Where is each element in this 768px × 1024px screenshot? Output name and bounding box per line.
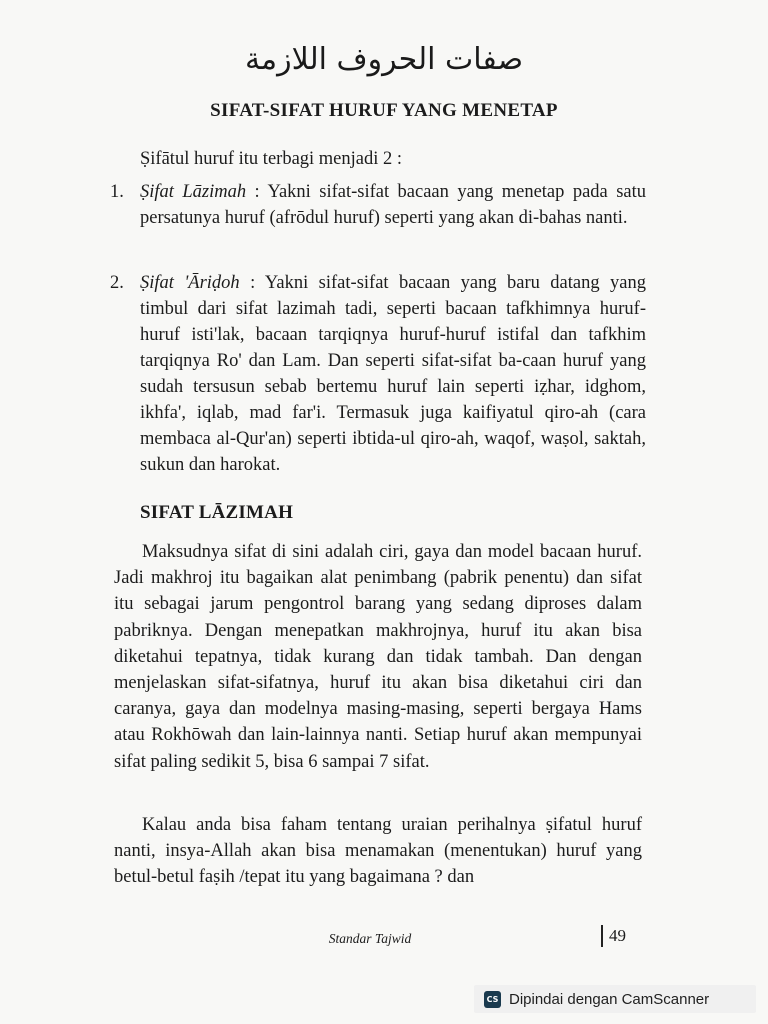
list-number: 2. xyxy=(110,273,124,293)
section-title: SIFAT LĀZIMAH xyxy=(140,502,294,523)
list-term: Ṣifat 'Āriḍoh xyxy=(140,273,240,293)
camscanner-logo-icon: CS xyxy=(484,991,501,1008)
paragraph: Maksudnya sifat di sini adalah ciri, gaya dan model bacaan huruf. Jadi makhroj itu bagaikan alat penimbang (pabrik penentu) dan sifat itu sebagai jarum pengontrol barang yang sedang diproses dalam pabriknya. Dengan menepatkan makhrojnya, huruf itu akan bisa diketahui tepatnya, tidak kurang dan tidak tambah. Dan dengan menjelaskan sifat-sifatnya, huruf itu akan bisa diketahui ciri dan caranya, gaya dan modelnya masing-masing, seperti bergaya Hams atau Rokhōwah dan lain-lainnya nanti. Setiap huruf akan mempunyai sifat paling sedikit 5, bisa 6 sampai 7 sifat. xyxy=(114,542,642,772)
camscanner-watermark xyxy=(474,985,756,1013)
arabic-title: صفات الحروف اللازمة xyxy=(244,42,524,77)
footer-book-title: Standar Tajwid xyxy=(328,931,412,946)
paragraph: Kalau anda bisa faham tentang uraian perihalnya ṣifatul huruf nanti, insya-Allah akan bisa menamakan (menentukan) huruf yang betul-betul faṣih /tepat itu yang bagaimana ? dan xyxy=(114,815,642,888)
page-number: 49 xyxy=(601,925,626,947)
list-term: Ṣifat Lāzimah xyxy=(140,182,247,202)
page-title: SIFAT-SIFAT HURUF YANG MENETAP xyxy=(210,100,558,121)
list-text: : Yakni sifat-sifat bacaan yang menetap pada satu persatunya huruf (afrōdul huruf) seperti yang akan di-bahas nanti. xyxy=(140,182,646,228)
list-number: 1. xyxy=(110,182,124,202)
list-body xyxy=(140,179,646,231)
list-text: : Yakni sifat-sifat bacaan yang baru datang yang timbul dari sifat lazimah tadi, seperti bacaan tafkhimnya huruf-huruf isti'lak, bacaan tarqiqnya huruf-huruf istifal dan tafkhim tarqiqnya Ro' dan Lam. Dan seperti sifat-sifat ba-caan huruf yang sudah tersusun sebab bertemu huruf lain seperti iẓhar, idghom, ikhfa', iqlab, mad far'i. Termasuk juga kaifiyatul qiro-ah (cara membaca al-Qur'an) seperti ibtida-ul qiro-ah, waqof, waṣol, saktah, sukun dan harokat. xyxy=(140,273,646,475)
list-item xyxy=(110,270,646,478)
intro-text: Ṣifātul huruf itu terbagi menjadi 2 : xyxy=(140,149,403,169)
list-item xyxy=(110,179,646,231)
list-body xyxy=(140,270,646,478)
watermark-text: Dipindai dengan CamScanner xyxy=(509,990,710,1008)
